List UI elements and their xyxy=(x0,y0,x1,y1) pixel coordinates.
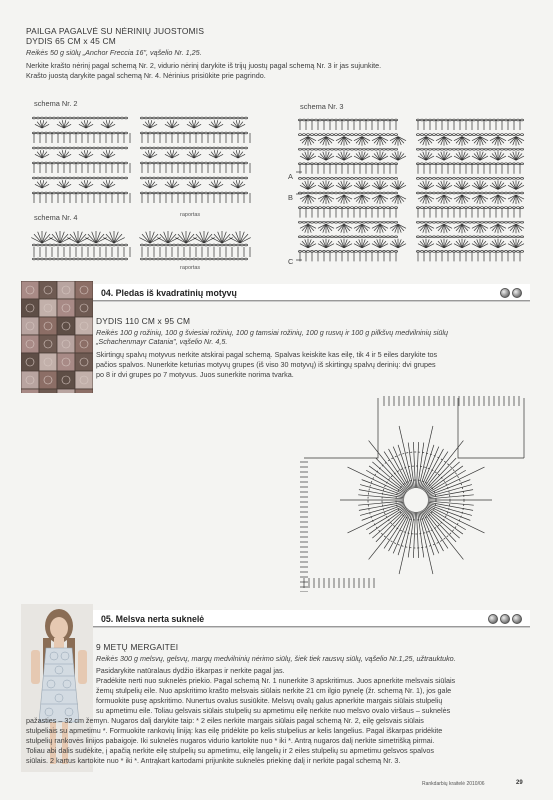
section2-size: DYDIS 110 CM x 95 CM xyxy=(96,316,191,326)
scheme4-chart xyxy=(30,225,270,267)
section2-body-line-3: po 8 ir dvi grupes po 7 motyvus. Juos sunerkite norima tvarka. xyxy=(96,370,294,379)
section3-title-bar xyxy=(93,610,530,627)
section2-materials-line-2: „Schachenmayr Catania", vąšelio Nr. 4,5. xyxy=(96,337,228,346)
section2-body-line-1: Skirtingų spalvų motyvus nerkite atskirai pagal schemą. Spalvas keiskite kas eilę, tik 4 ir 5 eiles darykite tos xyxy=(96,350,438,359)
scheme4-rapport-label: raportas xyxy=(180,265,201,271)
motif-chart xyxy=(298,392,532,592)
section3-body-line-4: formuokite pusę apskritimo. Nunertus ovalus susiūkite. Melsvų ovalų galus apnerkite margais siūlais stulpelių xyxy=(96,696,443,705)
section1-title: PAILGA PAGALVĖ SU NĖRINIŲ JUOSTOMIS xyxy=(26,26,205,36)
section1-size: DYDIS 65 CM x 45 CM xyxy=(26,36,116,46)
row-letter-b: B xyxy=(288,193,293,202)
magazine-name: Rankdarbių kraitelė 2010/06 xyxy=(422,781,485,787)
section2-body-line-2: pačios spalvos. Nunerkite keturias motyvų grupes (iš viso 30 motyvų) iš skirtingų spalvų derinių: dvi grupes xyxy=(96,360,436,369)
section3-body-line-6: pažasties – 32 cm žemyn. Nugaros dalį darykite taip: * 2 eiles nerkite margais siūlais pagal schemą Nr. 2, eilę gelsvais siūlais xyxy=(26,716,424,725)
section1-body-line-1: Nerkite krašto nėrinį pagal schemą Nr. 2, vidurio nėrinį darykite iš trijų juostų pagal schemą Nr. 3 ir jas sujunkite. xyxy=(26,61,382,70)
section1-body-line-2: Krašto juostą darykite pagal schemą Nr. 4. Nėrinius prisiūkite prie pagrindo. xyxy=(26,71,266,80)
row-letter-a: A xyxy=(288,172,293,181)
yarn-ball-icon xyxy=(512,288,522,298)
section3-body-line-1: Pasidarykite natūralaus dydžio iškarpas ir nerkite pagal jas. xyxy=(96,666,285,675)
scheme4-label: schema Nr. 4 xyxy=(34,213,78,222)
section2-difficulty-dots xyxy=(500,288,522,298)
section1-materials: Reikės 50 g siūlų „Anchor Freccia 16", vąšelio Nr. 1,25. xyxy=(26,48,202,57)
section3-body-line-3: žemų stulpelių eile. Nuo apskritimo krašto melsvais siūlais nerkite 21 cm ilgio pynelę (žr. schemą Nr. 1), jos gale xyxy=(96,686,452,695)
section3-difficulty-dots xyxy=(488,614,522,624)
yarn-ball-icon xyxy=(500,288,510,298)
yarn-ball-icon xyxy=(488,614,498,624)
scheme2-label: schema Nr. 2 xyxy=(34,99,78,108)
section3-body-line-2: Pradėkite nerti nuo suknelės priekio. Pagal schemą Nr. 1 nunerkite 3 apskritimus. Juos apnerkite melsvais siūlais xyxy=(96,676,456,685)
section3-body-line-8: stulpelių rankovės linijos pabaigoje. Iki suknelės nugaros vidurio kartokite nuo * iki *. Antrą nugaros dalį nerkite simetrišką pirmai. xyxy=(26,736,435,745)
scheme2-rapport-label: raportas xyxy=(180,212,201,218)
section3-body-line-9: Toliau abi dalis sudėkite, į apačią nerkite eilę stulpelių su apmetimu, eilę langelių ir 2 eiles stulpelių su apmetimu gelsvos spalvos xyxy=(26,746,434,755)
section3-title: 05. Melsva nerta suknelė xyxy=(101,614,205,624)
section3-subtitle: 9 METŲ MERGAITEI xyxy=(96,642,179,652)
section3-body-line-5: su apmetimu eile. Toliau gelsvais siūlais stulpelių su apmetimu eilę nerkite nuo melsvo ovalo viršaus – suknelės xyxy=(96,706,451,715)
blanket-photo xyxy=(21,281,93,393)
section3-body-line-10: siūlais. 2 kartus kartokite nuo * iki *. Antrąkart kartodami prijunkite suknelės priekinę dalį ir nerkite pagal schemą Nr. 3. xyxy=(26,756,401,765)
section3-body-line-7: stulpeliais su apmetimu *. Formuokite rankovių liniją: kas eilę pridėkite po kelis stulpelius ar kelis langelius. Pagal iškarpas pridėkite xyxy=(26,726,443,735)
yarn-ball-icon xyxy=(500,614,510,624)
scheme3-chart xyxy=(296,114,528,268)
yarn-ball-icon xyxy=(512,614,522,624)
page-number: 29 xyxy=(516,780,523,786)
section2-materials-line-1: Reikės 100 g rožinių, 100 g šviesiai rožinių, 100 g tamsiai rožinių, 100 g rusvų ir 100 g pilkšvų medvilninių siūlų xyxy=(96,328,448,337)
row-letter-c: C xyxy=(288,257,294,266)
section2-title: 04. Pledas iš kvadratinių motyvų xyxy=(101,288,237,298)
section3-materials: Reikės 300 g melsvų, gelsvų, margų medvilninių nėrimo siūlų, šiek tiek rausvų siūlų, vąšelio Nr.1,25, užtrauktuko. xyxy=(96,654,456,663)
blanket-photo-image xyxy=(21,281,93,393)
scheme2-chart xyxy=(30,112,270,212)
section2-title-bar xyxy=(93,284,530,301)
scheme3-label: schema Nr. 3 xyxy=(300,102,344,111)
